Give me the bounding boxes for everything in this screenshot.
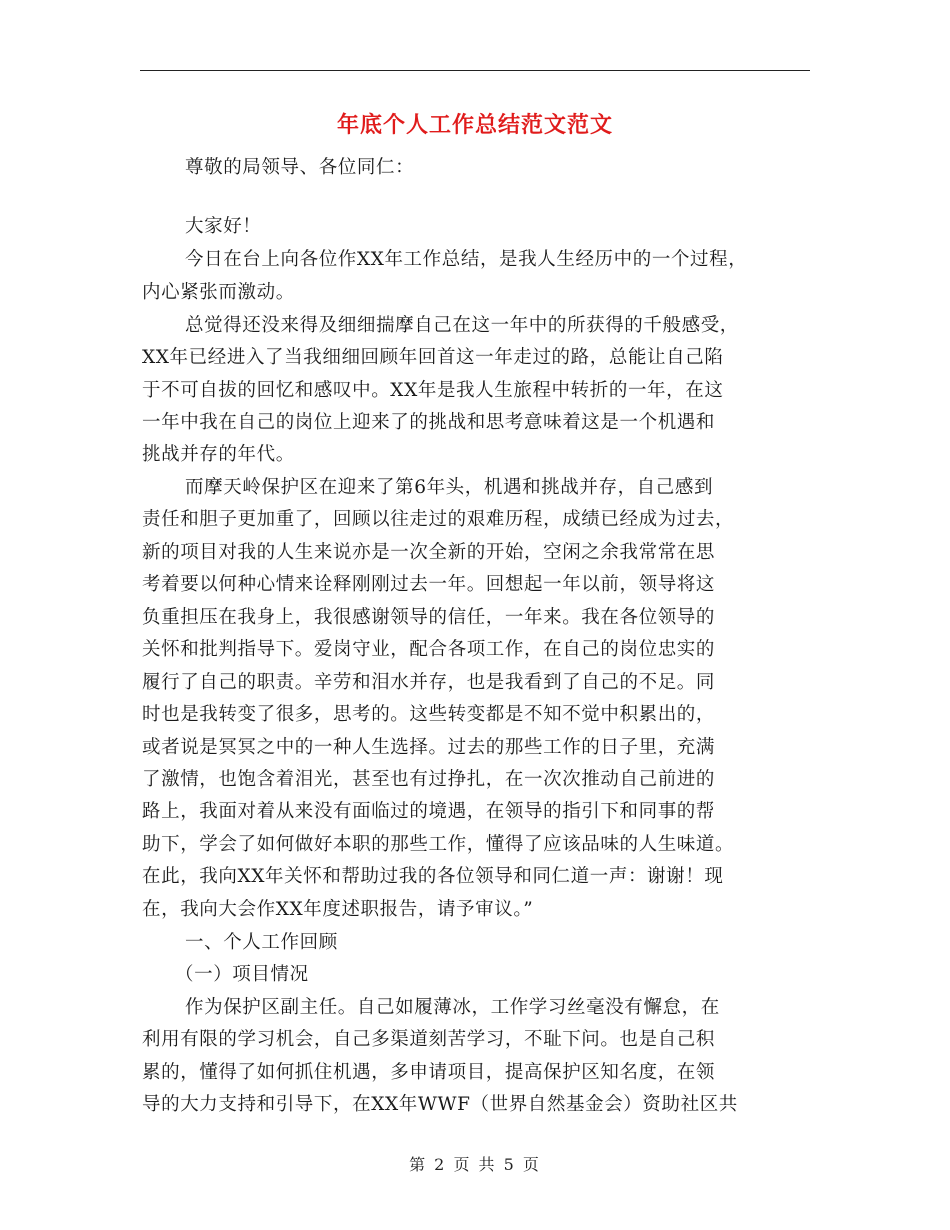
body-line: 导的大力支持和引导下，在XX年WWF（世界自然基金会）资助社区共 bbox=[142, 1094, 738, 1115]
body-line: 助下，学会了如何做好本职的那些工作，懂得了应该品味的人生味道。 bbox=[142, 834, 735, 855]
body-line: 而摩天岭保护区在迎来了第6年头，机遇和挑战并存，自己感到 bbox=[185, 477, 714, 498]
body-line: 内心紧张而激动。 bbox=[142, 282, 295, 303]
body-line: 在此，我向XX年关怀和帮助过我的各位领导和同仁道一声：谢谢！现 bbox=[142, 866, 724, 887]
body-line: 总觉得还没来得及细细揣摩自己在这一年中的所获得的千般感受， bbox=[185, 315, 739, 336]
page-number: 第 2 页 共 5 页 bbox=[409, 1155, 541, 1174]
document-title: 年底个人工作总结范文范文 bbox=[336, 112, 613, 138]
header-rule bbox=[140, 70, 810, 71]
body-line: 于不可自拔的回忆和感叹中。XX年是我人生旅程中转折的一年，在这 bbox=[142, 380, 724, 401]
greeting: 大家好！ bbox=[185, 216, 262, 237]
body-line: 考着要以何种心情来诠释刚刚过去一年。回想起一年以前，领导将这 bbox=[142, 574, 716, 595]
body-line: 时也是我转变了很多，思考的。这些转变都是不知不觉中积累出的， bbox=[142, 704, 716, 725]
body-line: 挑战并存的年代。 bbox=[142, 444, 295, 465]
body-line: 新的项目对我的人生来说亦是一次全新的开始，空闲之余我常常在思 bbox=[142, 542, 716, 563]
section-heading: 一、个人工作回顾 bbox=[185, 932, 338, 953]
body-line: 一年中我在自己的岗位上迎来了的挑战和思考意味着这是一个机遇和 bbox=[142, 412, 716, 433]
body-line: 作为保护区副主任。自己如履薄冰，工作学习丝毫没有懈怠，在 bbox=[185, 997, 720, 1018]
body-line: XX年已经进入了当我细细回顾年回首这一年走过的路，总能让自己陷 bbox=[142, 347, 724, 368]
body-line: 了激情，也饱含着泪光，甚至也有过挣扎，在一次次推动自己前进的 bbox=[142, 769, 716, 790]
body-line: 履行了自己的职责。辛劳和泪水并存，也是我看到了自己的不足。同 bbox=[142, 672, 716, 693]
body-line: 或者说是冥冥之中的一种人生选择。过去的那些工作的日子里，充满 bbox=[142, 737, 716, 758]
body-line: 在，我向大会作XX年度述职报告，请予审议。” bbox=[142, 899, 534, 920]
body-line: 累的，懂得了如何抓住机遇，多申请项目，提高保护区知名度，在领 bbox=[142, 1062, 716, 1083]
body-line: 路上，我面对着从来没有面临过的境遇，在领导的指引下和同事的帮 bbox=[142, 801, 716, 822]
salutation: 尊敬的局领导、各位同仁： bbox=[185, 157, 415, 178]
body-line: 利用有限的学习机会，自己多渠道刻苦学习，不耻下问。也是自己积 bbox=[142, 1029, 716, 1050]
body-line: 责任和胆子更加重了，回顾以往走过的艰难历程，成绩已经成为过去， bbox=[142, 509, 735, 530]
body-line: 负重担压在我身上，我很感谢领导的信任，一年来。我在各位领导的 bbox=[142, 607, 716, 628]
body-line: 今日在台上向各位作XX年工作总结，是我人生经历中的一个过程， bbox=[185, 249, 748, 270]
subsection-heading: （一）项目情况 bbox=[175, 964, 309, 985]
body-line: 关怀和批判指导下。爱岗守业，配合各项工作，在自己的岗位忠实的 bbox=[142, 639, 716, 660]
